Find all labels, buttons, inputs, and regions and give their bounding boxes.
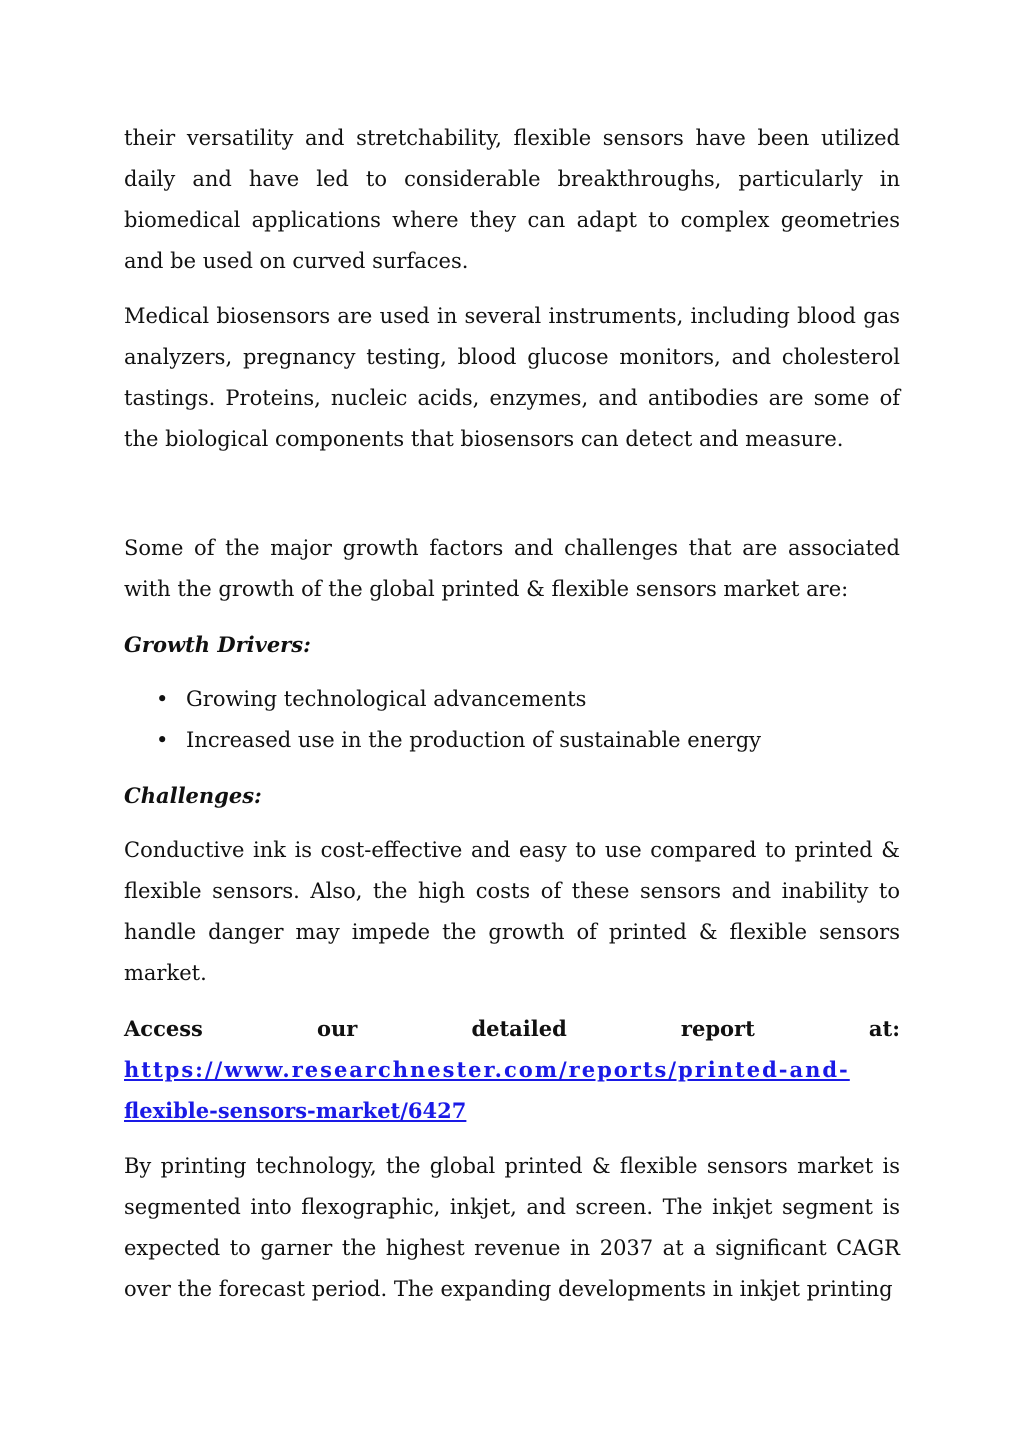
bullet-icon: • (156, 728, 169, 752)
paragraph-challenges: Conductive ink is cost-effective and easy to use compared to printed & flexible sensors. Also, the high costs of these sensors and inability to handle danger may impede the growth of printed & flexible sensors market. (124, 838, 900, 985)
growth-drivers-list (124, 679, 900, 761)
bullet-icon: • (156, 687, 169, 711)
report-link-continued[interactable]: flexible-sensors-market/6427 (124, 1098, 467, 1123)
list-item (156, 720, 900, 761)
list-item-text: Increased use in the production of sustainable energy (186, 728, 762, 752)
report-link[interactable]: https://www.researchnester.com/reports/printed-and- (124, 1057, 850, 1082)
access-report-block (124, 1008, 900, 1132)
document-page (124, 118, 900, 1324)
paragraph-printing-technology: By printing technology, the global printed & flexible sensors market is segmented into flexographic, inkjet, and screen. The inkjet segment is expected to garner the highest revenue in 2037 at a significant CAGR over the forecast period. The expanding developments in inkjet printing (124, 1154, 900, 1301)
paragraph-spacer (124, 474, 900, 528)
list-item (156, 679, 900, 720)
access-word: report (680, 1016, 755, 1041)
access-word: Access (124, 1016, 203, 1041)
growth-drivers-heading: Growth Drivers: (124, 632, 311, 657)
access-word: at: (868, 1016, 900, 1041)
challenges-heading: Challenges: (124, 783, 262, 808)
paragraph-flexible-sensors: their versatility and stretchability, flexible sensors have been utilized daily and have led to considerable breakthroughs, particularly in biomedical applications where they can adapt to complex geometries and be used on curved surfaces. (124, 126, 900, 273)
access-word: detailed (471, 1016, 567, 1041)
access-word: our (316, 1016, 358, 1041)
list-item-text: Growing technological advancements (186, 687, 587, 711)
paragraph-growth-intro: Some of the major growth factors and challenges that are associated with the growth of the global printed & flexible sensors market are: (124, 536, 900, 601)
paragraph-medical-biosensors: Medical biosensors are used in several instruments, including blood gas analyzers, pregnancy testing, blood glucose monitors, and cholesterol tastings. Proteins, nucleic acids, enzymes, and antibodies are some of the biological components that biosensors can detect and measure. (124, 304, 900, 451)
access-report-label (124, 1008, 900, 1049)
